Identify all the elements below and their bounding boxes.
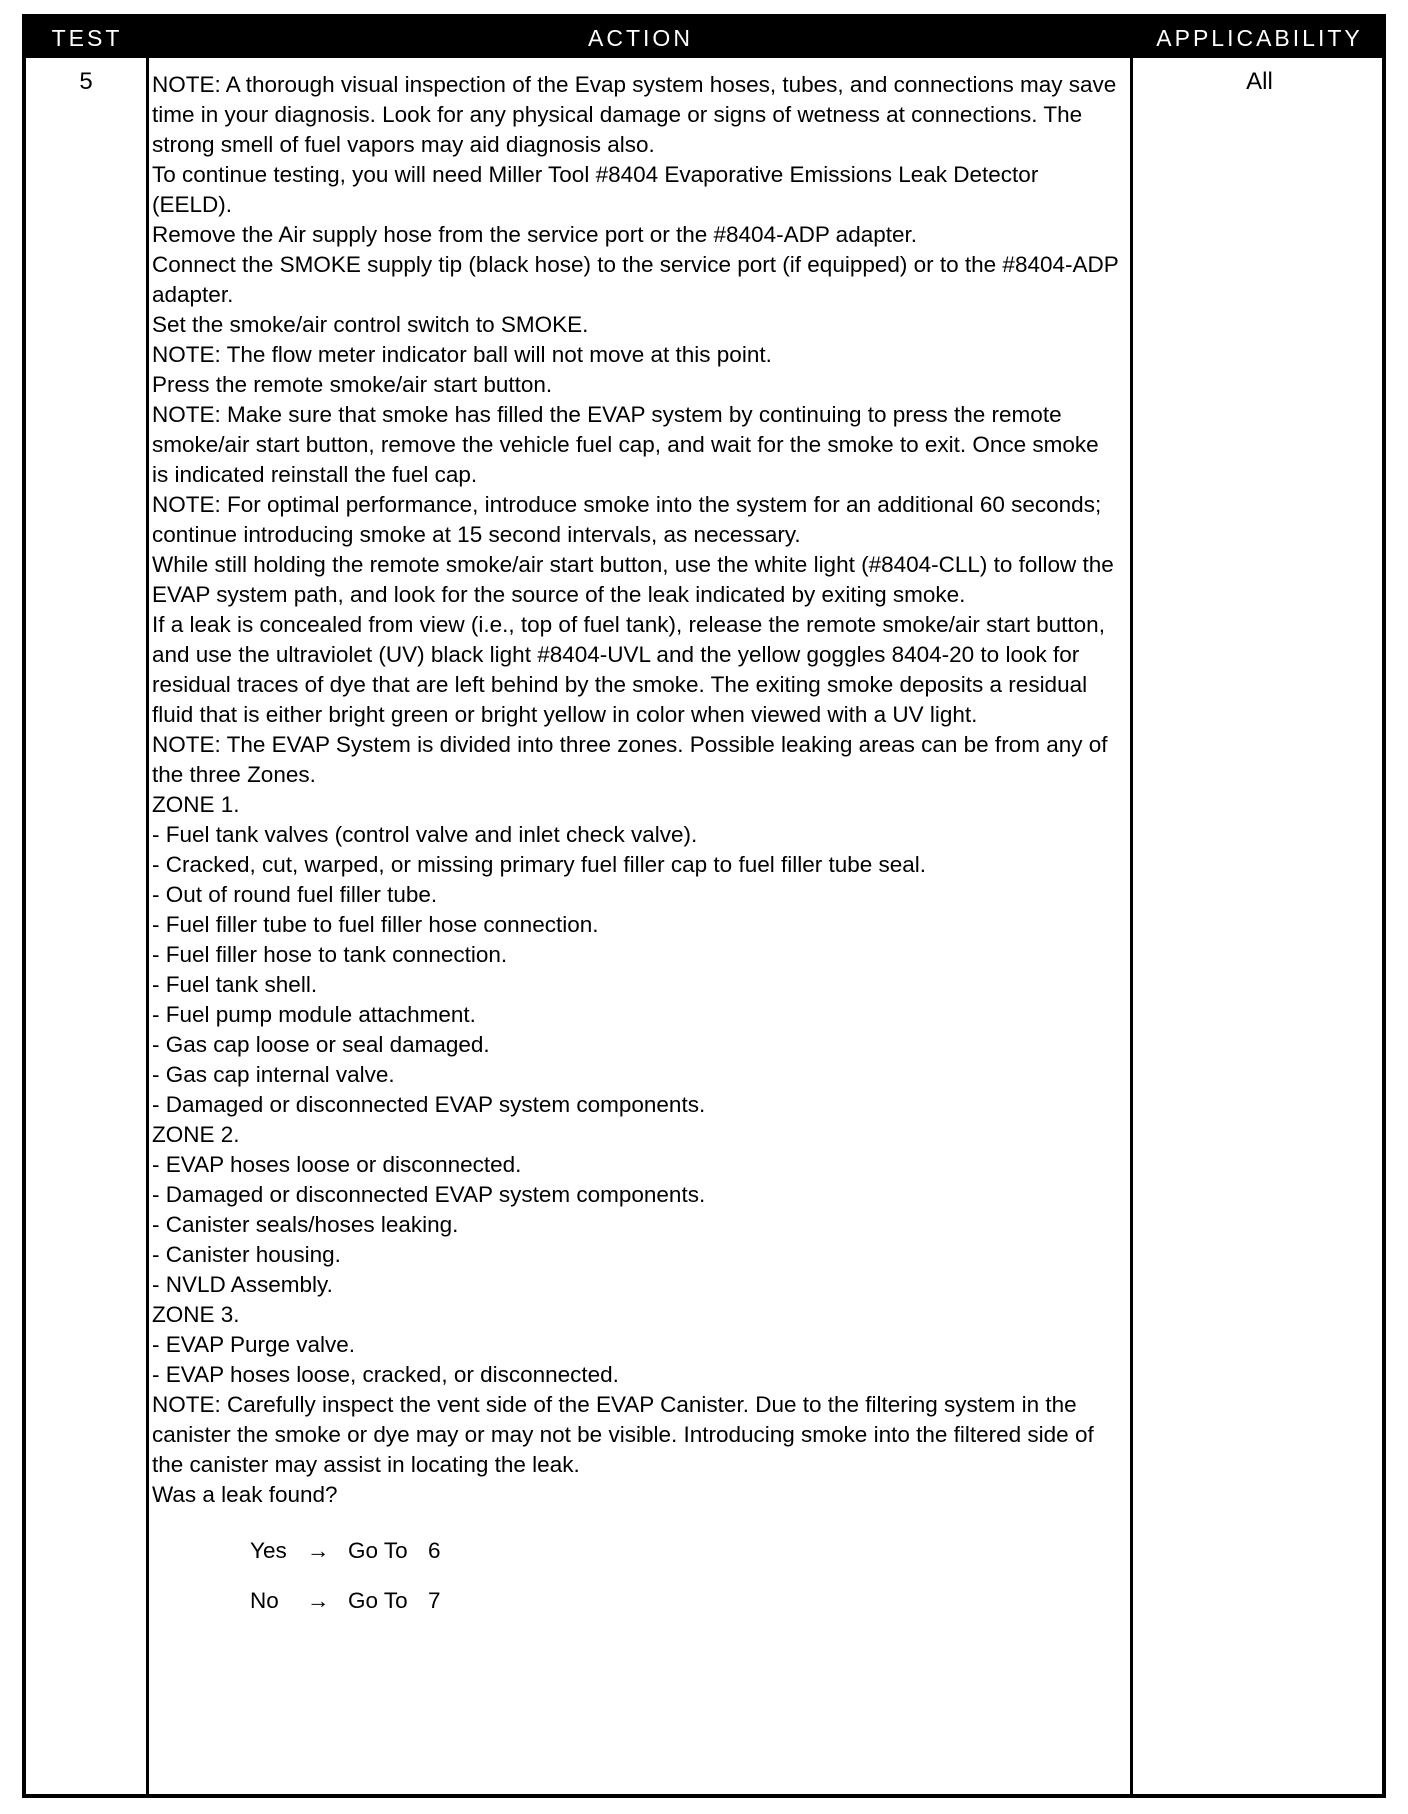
column-divider [1130, 58, 1133, 1794]
action-paragraph: - Fuel filler hose to tank connection. [152, 942, 508, 967]
action-paragraph: ZONE 1. [152, 792, 240, 817]
procedure-table [22, 14, 1386, 1798]
action-paragraph: NOTE: The flow meter indicator ball will not move at this point. [152, 342, 772, 367]
action-paragraph: To continue testing, you will need Miller Tool #8404 Evaporative Emissions Leak Detector (EELD). [152, 162, 1039, 217]
action-paragraph: Remove the Air supply hose from the service port or the #8404-ADP adapter. [152, 222, 917, 247]
action-paragraph: - Fuel tank shell. [152, 972, 318, 997]
action-paragraph: - EVAP hoses loose, cracked, or disconnected. [152, 1362, 619, 1387]
branch-yes [152, 1526, 1119, 1576]
branch-goto: Go To [348, 1588, 408, 1613]
test-number: 5 [79, 68, 93, 95]
action-paragraph: Set the smoke/air control switch to SMOKE. [152, 312, 589, 337]
action-paragraph: - NVLD Assembly. [152, 1272, 333, 1297]
table-header [26, 18, 1382, 58]
action-paragraph: Connect the SMOKE supply tip (black hose) to the service port (if equipped) or to the #8404-ADP adapter. [152, 252, 1119, 307]
action-paragraph: NOTE: For optimal performance, introduce smoke into the system for an additional 60 seconds; continue introducing smoke at 15 second intervals, as necessary. [152, 492, 1102, 547]
action-paragraph: - Out of round fuel filler tube. [152, 882, 438, 907]
branch-answer: No [250, 1588, 279, 1613]
action-paragraph: - Canister seals/hoses leaking. [152, 1212, 459, 1237]
action-paragraph: Was a leak found? [152, 1482, 338, 1507]
action-paragraph: - Fuel pump module attachment. [152, 1002, 476, 1027]
action-paragraph: ZONE 3. [152, 1302, 240, 1327]
action-paragraph: - Damaged or disconnected EVAP system components. [152, 1182, 706, 1207]
branch-answer: Yes [250, 1538, 287, 1563]
branch-step: 7 [428, 1588, 441, 1613]
action-paragraph: - Damaged or disconnected EVAP system components. [152, 1092, 706, 1117]
action-paragraph: - Cracked, cut, warped, or missing primary fuel filler cap to fuel filler tube seal. [152, 852, 927, 877]
header-test: TEST [51, 25, 123, 51]
branch-goto: Go To [348, 1538, 408, 1563]
header-applicability: APPLICABILITY [1156, 25, 1363, 51]
action-paragraph: NOTE: The EVAP System is divided into three zones. Possible leaking areas can be from any of the three Zones. [152, 732, 1108, 787]
action-paragraph: If a leak is concealed from view (i.e., top of fuel tank), release the remote smoke/air start button, and use the ultraviolet (UV) black light #8404-UVL and the yellow goggles 8404-20 to look for residual traces of dye that are left behind by the smoke. The exiting smoke deposits a residual fluid that is either bright green or bright yellow in color when viewed with a UV light. [152, 612, 1105, 727]
action-paragraph: While still holding the remote smoke/air start button, use the white light (#8404-CLL) to follow the EVAP system path, and look for the source of the leak indicated by exiting smoke. [152, 552, 1114, 607]
column-divider [146, 58, 149, 1794]
action-paragraph: - Fuel filler tube to fuel filler hose connection. [152, 912, 599, 937]
action-paragraph: - Gas cap loose or seal damaged. [152, 1032, 490, 1057]
action-paragraph: NOTE: Carefully inspect the vent side of the EVAP Canister. Due to the filtering system in the canister the smoke or dye may or may not be visible. Introducing smoke into the filtered side of the canister may assist in locating the leak. [152, 1392, 1094, 1477]
action-paragraph: - Gas cap internal valve. [152, 1062, 395, 1087]
action-text [152, 70, 1119, 1626]
arrow-icon: → [307, 1538, 330, 1563]
action-paragraph: NOTE: A thorough visual inspection of the Evap system hoses, tubes, and connections may save time in your diagnosis. Look for any physical damage or signs of wetness at connections. The strong smell of fuel vapors may aid diagnosis also. [152, 72, 1117, 157]
branch-no [152, 1576, 1119, 1626]
action-paragraph: - EVAP Purge valve. [152, 1332, 356, 1357]
arrow-icon: → [307, 1588, 330, 1613]
action-paragraph: - Fuel tank valves (control valve and inlet check valve). [152, 822, 698, 847]
branch-step: 6 [428, 1538, 441, 1563]
action-paragraph: - Canister housing. [152, 1242, 341, 1267]
action-paragraph: Press the remote smoke/air start button. [152, 372, 553, 397]
applicability-value: All [1246, 68, 1273, 95]
branch-list [152, 1526, 1119, 1626]
header-action: ACTION [588, 25, 693, 51]
action-paragraph: NOTE: Make sure that smoke has filled the EVAP system by continuing to press the remote smoke/air start button, remove the vehicle fuel cap, and wait for the smoke to exit. Once smoke is indicated reinstall the fuel cap. [152, 402, 1099, 487]
action-paragraph: ZONE 2. [152, 1122, 240, 1147]
action-paragraph: - EVAP hoses loose or disconnected. [152, 1152, 522, 1177]
